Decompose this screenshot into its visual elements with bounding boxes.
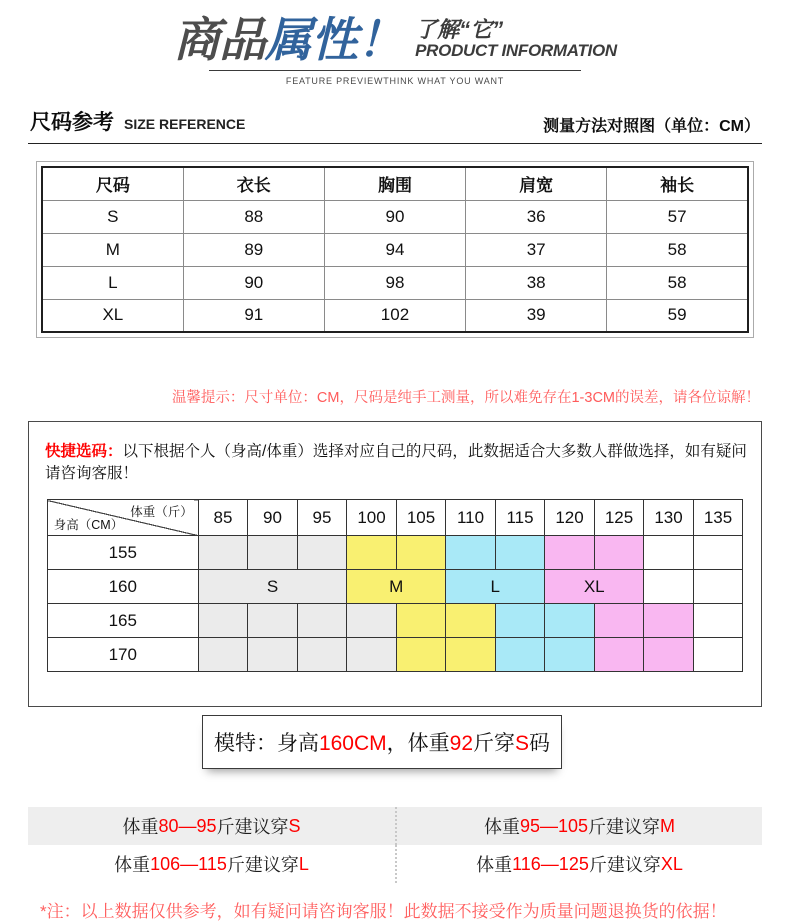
weight-range-cell xyxy=(545,638,595,672)
brand-title-blue: 属性！ xyxy=(265,13,404,66)
model-note-text: 码 xyxy=(529,732,551,755)
size-table-cell: 90 xyxy=(324,200,465,233)
size-table-cell: 91 xyxy=(183,299,324,332)
weight-range-cell xyxy=(446,536,496,570)
recommendation-item xyxy=(395,845,762,883)
size-title-en: SIZE REFERENCE xyxy=(124,116,246,132)
size-section-title xyxy=(30,106,245,136)
weight-range-cell: M xyxy=(347,570,446,604)
rec-range: 116—125 xyxy=(512,853,589,874)
weight-col-header: 115 xyxy=(495,500,545,536)
brand-divider-line xyxy=(209,70,581,71)
weight-range-cell xyxy=(396,536,446,570)
weight-range-cell xyxy=(644,638,694,672)
weight-range-cell xyxy=(545,536,595,570)
size-table-cell: 89 xyxy=(183,233,324,266)
weight-col-header: 110 xyxy=(446,500,496,536)
quick-select-table xyxy=(47,499,744,672)
size-table-cell: L xyxy=(42,266,183,299)
size-table-row xyxy=(42,266,748,299)
quick-table-head xyxy=(47,500,743,536)
rec-prefix: 体重 xyxy=(122,817,159,837)
height-label-cell: 155 xyxy=(47,536,198,570)
quick-table-row xyxy=(47,604,743,638)
rec-prefix: 体重 xyxy=(476,855,513,875)
size-table-row xyxy=(42,233,748,266)
weight-range-cell xyxy=(347,638,397,672)
weight-range-cell xyxy=(248,638,298,672)
weight-range-cell xyxy=(693,536,743,570)
weight-col-header: 120 xyxy=(545,500,595,536)
recommendation-item xyxy=(395,807,762,845)
quick-select-description: 以下根据个人（身高/体重）选择对应自己的尺码，此数据适合大多数人群做选择，如有疑问请咨询客服！ xyxy=(45,443,747,482)
footnote: *注：以上数据仅供参考，如有疑问请咨询客服！此数据不接受作为质量问题退换货的依据！ xyxy=(40,902,727,921)
rec-suffix: 斤建议穿 xyxy=(216,817,289,837)
quick-table-header-row xyxy=(47,500,743,536)
height-label-cell: 165 xyxy=(47,604,198,638)
weight-range-cell xyxy=(297,536,347,570)
size-table-body xyxy=(42,200,748,332)
weight-range-cell xyxy=(297,604,347,638)
weight-range-cell xyxy=(446,604,496,638)
rec-prefix: 体重 xyxy=(483,817,520,837)
brand-tagline-en: PRODUCT INFORMATION xyxy=(415,41,617,61)
weight-range-cell xyxy=(198,604,248,638)
diagonal-corner-cell xyxy=(47,500,198,536)
size-table-header-row xyxy=(42,167,748,200)
weight-range-cell xyxy=(693,570,743,604)
size-table-cell: 98 xyxy=(324,266,465,299)
weight-range-cell xyxy=(347,536,397,570)
model-note-highlight: S xyxy=(515,732,530,755)
weight-range-cell xyxy=(248,604,298,638)
size-table-cell: 37 xyxy=(466,233,607,266)
recommendation-item xyxy=(28,845,395,883)
weight-col-header: 85 xyxy=(198,500,248,536)
rec-suffix: 斤建议穿 xyxy=(588,855,661,875)
brand-title-gray: 商品 xyxy=(173,13,266,66)
quick-table-row xyxy=(47,570,743,604)
weight-range-cell xyxy=(396,604,446,638)
weight-range-cell: L xyxy=(446,570,545,604)
weight-col-header: 90 xyxy=(248,500,298,536)
size-reference-section xyxy=(28,106,762,407)
size-table-cell: 58 xyxy=(607,266,748,299)
weight-range-cell xyxy=(347,604,397,638)
weight-recommendations xyxy=(28,807,762,883)
weight-range-cell xyxy=(396,638,446,672)
size-col-header: 衣长 xyxy=(183,167,324,200)
size-table-cell: 57 xyxy=(607,200,748,233)
model-note-text: ，体重 xyxy=(386,732,450,755)
weight-col-header: 125 xyxy=(594,500,644,536)
rec-prefix: 体重 xyxy=(114,855,151,875)
weight-range-cell xyxy=(198,536,248,570)
size-table xyxy=(41,166,749,333)
size-table-cell: S xyxy=(42,200,183,233)
size-table-row xyxy=(42,299,748,332)
quick-select-box xyxy=(28,421,762,707)
weight-range-cell xyxy=(644,536,694,570)
weight-range-cell: S xyxy=(198,570,347,604)
weight-range-cell xyxy=(594,638,644,672)
model-note-text: 模特：身高 xyxy=(213,732,319,755)
weight-range-cell xyxy=(495,604,545,638)
weight-range-cell xyxy=(198,638,248,672)
weight-range-cell xyxy=(446,638,496,672)
rec-size: XL xyxy=(660,853,683,874)
brand-tagline-cn: 了解“它” xyxy=(415,17,504,43)
rec-range: 95—105 xyxy=(519,815,589,836)
size-table-row xyxy=(42,200,748,233)
model-note-highlight: 160CM xyxy=(318,732,387,755)
size-table-cell: 59 xyxy=(607,299,748,332)
quick-table-row xyxy=(47,536,743,570)
size-table-cell: 38 xyxy=(466,266,607,299)
quick-select-label: 快捷选码： xyxy=(45,443,123,460)
brand-title-row xyxy=(0,13,790,66)
corner-height-label: 身高（CM） xyxy=(53,518,124,532)
weight-range-cell xyxy=(594,604,644,638)
quick-table-row xyxy=(47,638,743,672)
measure-tip: 温馨提示：尺寸单位：CM，尺码是纯手工测量，所以难免存在1-3CM的误差，请各位谅解！ xyxy=(171,390,760,406)
size-table-cell: XL xyxy=(42,299,183,332)
height-label-cell: 170 xyxy=(47,638,198,672)
weight-range-cell xyxy=(644,604,694,638)
size-col-header: 胸围 xyxy=(324,167,465,200)
brand-title xyxy=(173,13,404,66)
weight-col-header: 105 xyxy=(396,500,446,536)
size-section-header xyxy=(28,106,762,144)
brand-subtitle xyxy=(415,17,617,63)
weight-col-header: 135 xyxy=(693,500,743,536)
brand-caption: FEATURE PREVIEWTHINK WHAT YOU WANT xyxy=(285,76,505,86)
weight-range-cell xyxy=(248,536,298,570)
rec-size: M xyxy=(660,815,676,836)
weight-range-cell xyxy=(594,536,644,570)
size-table-cell: 102 xyxy=(324,299,465,332)
size-table-cell: 94 xyxy=(324,233,465,266)
size-col-header: 袖长 xyxy=(607,167,748,200)
rec-suffix: 斤建议穿 xyxy=(588,817,661,837)
model-note-highlight: 92 xyxy=(449,732,474,755)
size-table-cell: 39 xyxy=(466,299,607,332)
weight-range-cell: XL xyxy=(545,570,644,604)
weight-range-cell xyxy=(495,536,545,570)
size-col-header: 尺码 xyxy=(42,167,183,200)
rec-range: 106—115 xyxy=(150,853,227,874)
weight-range-cell xyxy=(495,638,545,672)
size-table-wrapper xyxy=(36,161,754,338)
size-table-cell: 88 xyxy=(183,200,324,233)
model-note-text: 斤穿 xyxy=(473,732,516,755)
weight-range-cell xyxy=(297,638,347,672)
height-label-cell: 160 xyxy=(47,570,198,604)
corner-weight-label: 体重（斤） xyxy=(130,505,193,519)
size-table-cell: 58 xyxy=(607,233,748,266)
size-table-cell: M xyxy=(42,233,183,266)
weight-range-cell xyxy=(693,604,743,638)
weight-range-cell xyxy=(693,638,743,672)
rec-range: 80—95 xyxy=(158,815,217,836)
size-table-cell: 36 xyxy=(466,200,607,233)
size-table-head xyxy=(42,167,748,200)
weight-col-header: 95 xyxy=(297,500,347,536)
quick-select-heading xyxy=(45,439,761,483)
rec-size: S xyxy=(288,815,301,836)
weight-range-cell xyxy=(644,570,694,604)
quick-table-body xyxy=(47,536,743,672)
model-note-box xyxy=(202,715,562,769)
rec-size: L xyxy=(298,853,309,874)
weight-range-cell xyxy=(545,604,595,638)
recommendation-item xyxy=(28,807,395,845)
size-title-cn: 尺码参考 xyxy=(30,111,114,134)
brand-header xyxy=(0,0,790,86)
weight-col-header: 130 xyxy=(644,500,694,536)
rec-suffix: 斤建议穿 xyxy=(226,855,299,875)
measure-method-note: 测量方法对照图（单位：CM） xyxy=(543,118,760,135)
weight-col-header: 100 xyxy=(347,500,397,536)
size-table-cell: 90 xyxy=(183,266,324,299)
size-col-header: 肩宽 xyxy=(466,167,607,200)
